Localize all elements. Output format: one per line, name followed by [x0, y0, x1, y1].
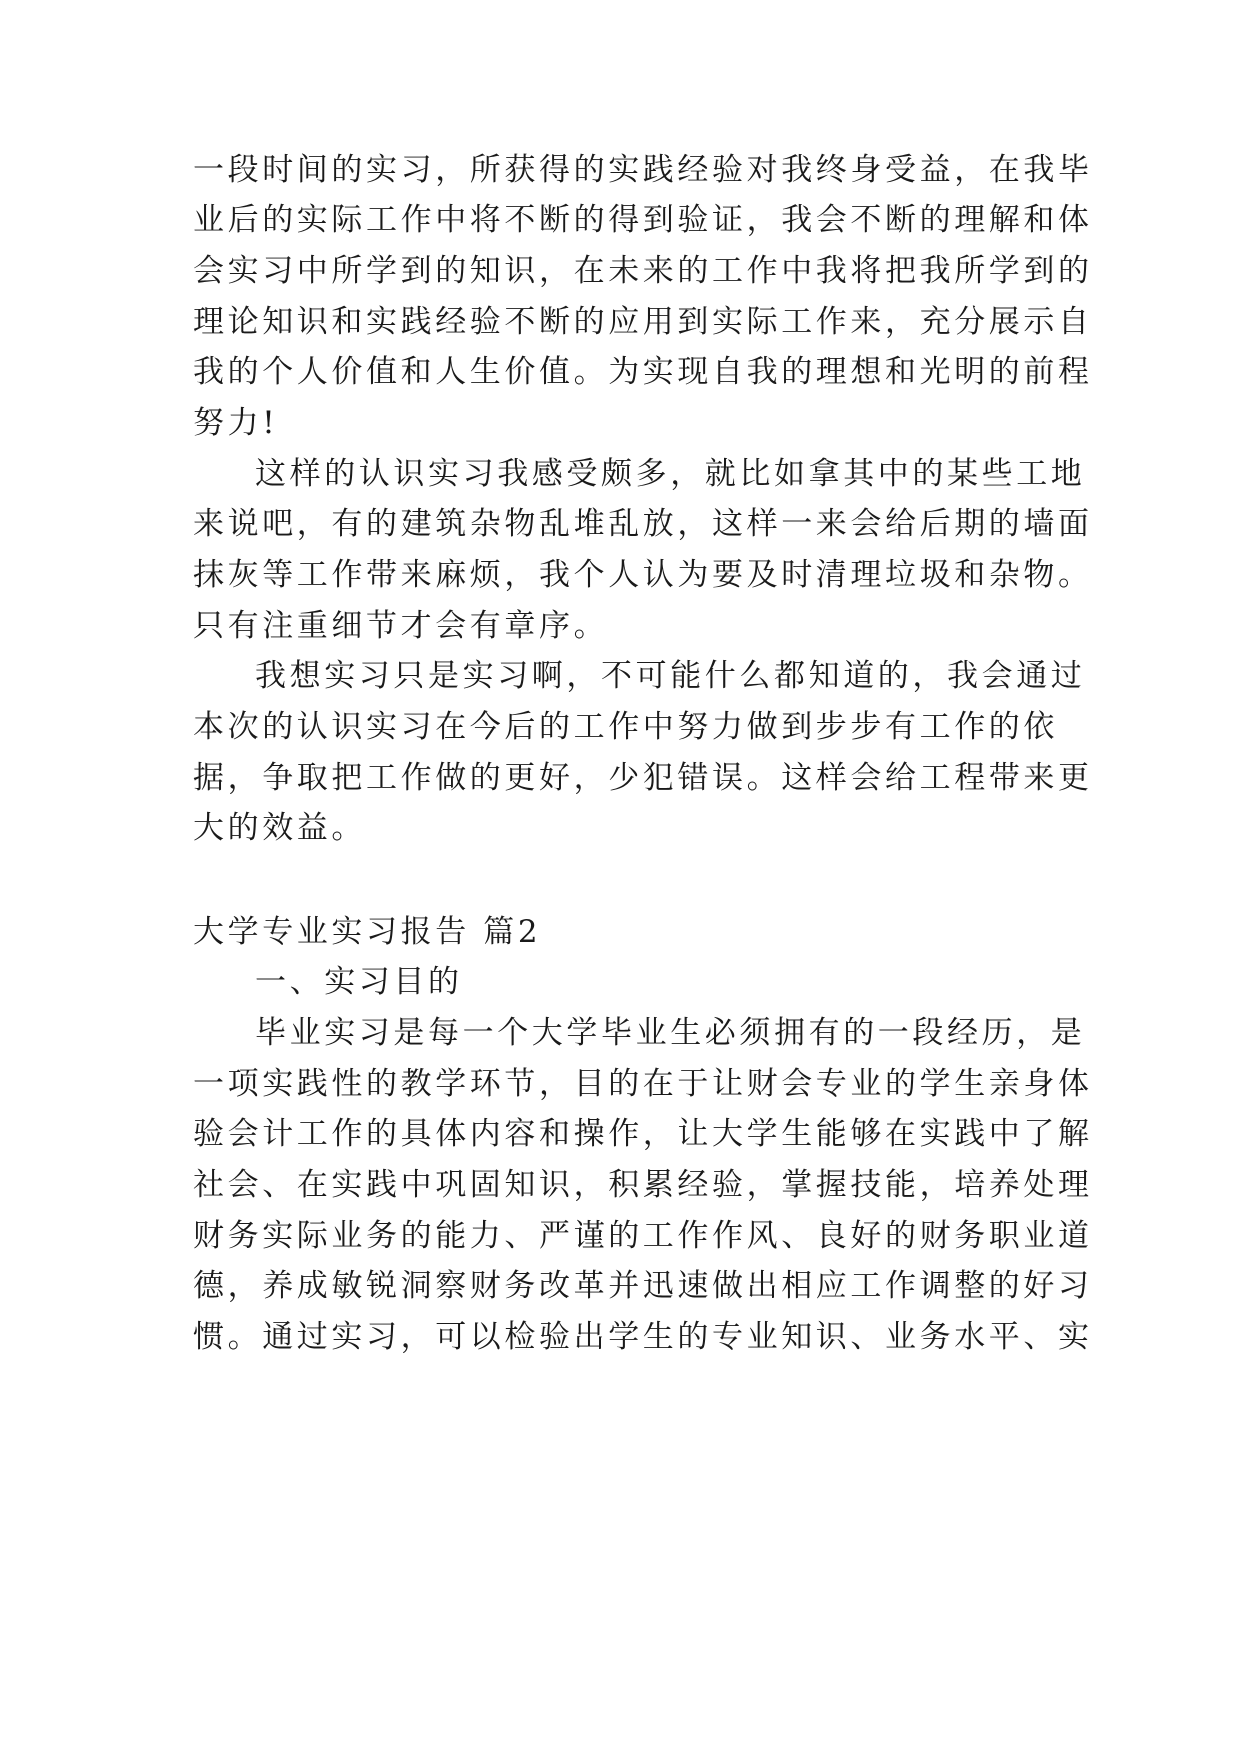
- paragraph-line: 这样的认识实习我感受颇多，就比如拿其中的某些工地: [255, 456, 1086, 492]
- paragraph-line: 来说吧，有的建筑杂物乱堆乱放，这样一来会给后期的墙面: [193, 506, 1093, 542]
- paragraph-line: 努力!: [193, 405, 279, 441]
- paragraph-line: 我想实习只是实习啊，不可能什么都知道的，我会通过: [255, 658, 1086, 694]
- paragraph-line: 会实习中所学到的知识，在未来的工作中我将把我所学到的: [193, 253, 1093, 289]
- paragraph-line: 社会、在实践中巩固知识，积累经验，掌握技能，培养处理: [193, 1167, 1093, 1203]
- paragraph-line: 理论知识和实践经验不断的应用到实际工作来，充分展示自: [193, 304, 1093, 340]
- paragraph-line: 惯。通过实习，可以检验出学生的专业知识、业务水平、实: [193, 1319, 1093, 1355]
- paragraph-line: 本次的认识实习在今后的工作中努力做到步步有工作的依: [193, 709, 1058, 745]
- paragraph-line: 德，养成敏锐洞察财务改革并迅速做出相应工作调整的好习: [193, 1268, 1093, 1304]
- paragraph-line: 验会计工作的具体内容和操作，让大学生能够在实践中了解: [193, 1116, 1093, 1152]
- subsection-title: 一、实习目的: [255, 964, 463, 1000]
- paragraph-line: 大的效益。: [193, 810, 366, 846]
- paragraph-line: 一项实践性的教学环节，目的在于让财会专业的学生亲身体: [193, 1066, 1093, 1102]
- paragraph-line: 业后的实际工作中将不断的得到验证，我会不断的理解和体: [193, 202, 1093, 238]
- paragraph-line: 我的个人价值和人生价值。为实现自我的理想和光明的前程: [193, 354, 1093, 390]
- paragraph-line: 据，争取把工作做的更好，少犯错误。这样会给工程带来更: [193, 760, 1093, 796]
- paragraph-line: 毕业实习是每一个大学毕业生必须拥有的一段经历，是: [255, 1015, 1086, 1051]
- paragraph-line: 一段时间的实习，所获得的实践经验对我终身受益，在我毕: [193, 152, 1093, 188]
- section-title: 大学专业实习报告 篇2: [193, 914, 542, 950]
- paragraph-line: 财务实际业务的能力、严谨的工作作风、良好的财务职业道: [193, 1218, 1093, 1254]
- paragraph-line: 抹灰等工作带来麻烦，我个人认为要及时清理垃圾和杂物。: [193, 557, 1093, 593]
- paragraph-line: 只有注重细节才会有章序。: [193, 608, 609, 644]
